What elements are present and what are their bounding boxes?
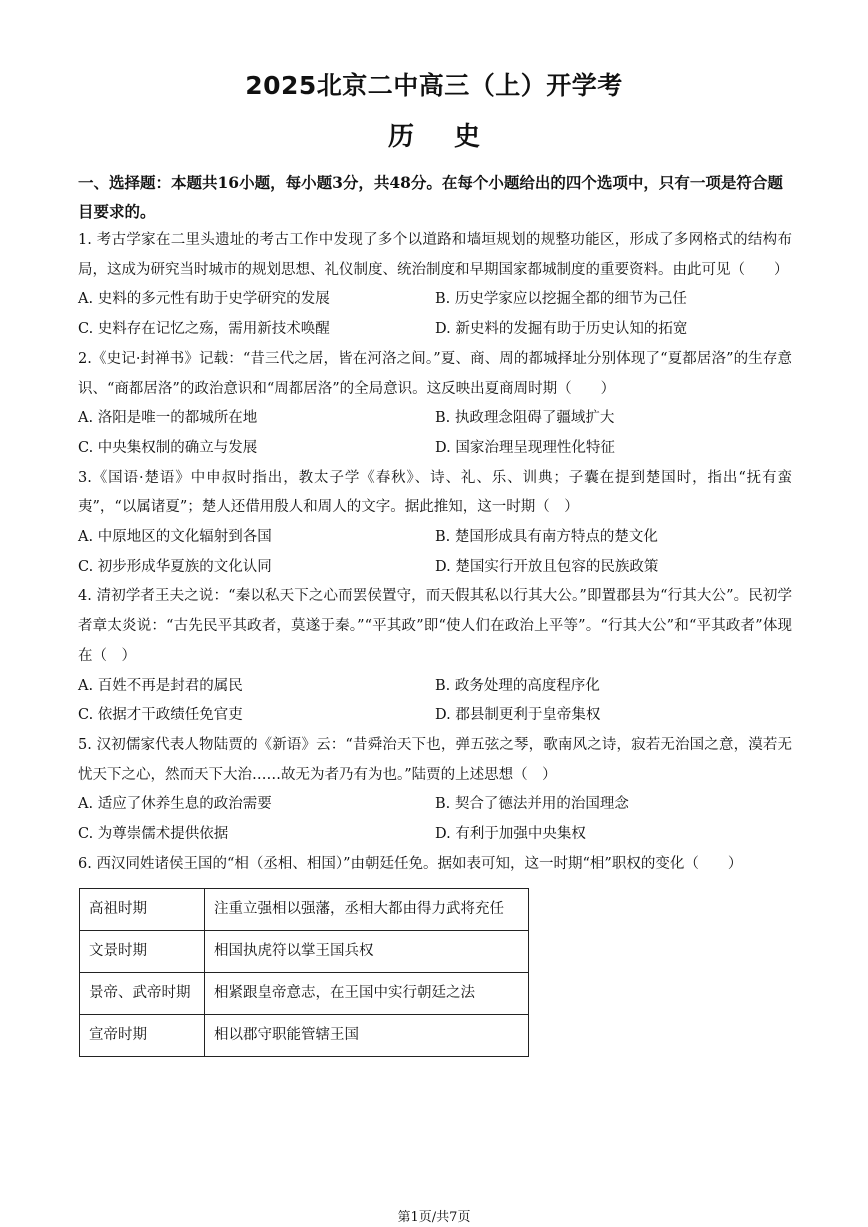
option-c[interactable]: C. 中央集权制的确立与发展 xyxy=(78,439,258,456)
question-stem: 3.《国语·楚语》中申叔时指出，教太子学《春秋》、诗、礼、乐、训典；子囊在提到楚国时，指出“抚有蛮夷”，“以属诸夏”；楚人还借用殷人和周人的文字。据此推知，这一时期（ ） xyxy=(78,469,792,516)
question-6 xyxy=(78,850,792,1058)
option-b[interactable]: B. 契合了德法并用的治国理念 xyxy=(435,796,629,813)
table-cell-description: 相国执虎符以掌王国兵权 xyxy=(205,931,529,973)
option-c[interactable]: C. 初步形成华夏族的文化认同 xyxy=(78,558,272,575)
table-cell-period: 高祖时期 xyxy=(80,889,205,931)
table-cell-period: 宣帝时期 xyxy=(80,1015,205,1057)
option-a[interactable]: A. 百姓不再是封君的属民 xyxy=(78,677,243,694)
option-a[interactable]: A. 洛阳是唯一的都城所在地 xyxy=(78,410,258,427)
official-duties-table xyxy=(79,888,529,1057)
table-cell-description: 注重立强相以强藩，丞相大都由得力武将充任 xyxy=(205,889,529,931)
option-grid xyxy=(78,285,792,344)
question-1 xyxy=(78,226,792,345)
question-stem: 1. 考古学家在二里头遗址的考古工作中发现了多个以道路和墙垣规划的规整功能区，形成了多网格式的结构布局，这成为研究当时城市的规划思想、礼仪制度、统治制度和早期国家都城制度的重要资料。由此可见（ ） xyxy=(78,232,792,278)
option-d[interactable]: D. 郡县制更利于皇帝集权 xyxy=(435,707,601,724)
table-row xyxy=(80,889,529,931)
option-c[interactable]: C. 依据才干政绩任免官吏 xyxy=(78,707,243,724)
question-2 xyxy=(78,345,792,464)
option-grid xyxy=(78,404,792,463)
question-5 xyxy=(78,731,792,850)
section-heading: 一、选择题：本题共16小题，每小题3分，共48分。在每个小题给出的四个选项中，只有一项是符合题目要求的。 xyxy=(78,173,783,221)
option-a[interactable]: A. 中原地区的文化辐射到各国 xyxy=(78,529,272,546)
question-stem: 6. 西汉同姓诸侯王国的“相（丞相、相国）”由朝廷任免。据如表可知，这一时期“相”职权的变化（ ） xyxy=(78,855,743,872)
question-3 xyxy=(78,464,792,583)
question-4 xyxy=(78,582,792,731)
table-cell-description: 相紧跟皇帝意志，在王国中实行朝廷之法 xyxy=(205,973,529,1015)
option-d[interactable]: D. 楚国实行开放且包容的民族政策 xyxy=(435,558,659,575)
option-c[interactable]: C. 为尊崇儒术提供依据 xyxy=(78,826,229,843)
option-c[interactable]: C. 史料存在记忆之殇，需用新技术唤醒 xyxy=(78,321,330,338)
option-grid xyxy=(78,523,792,582)
table-cell-period: 景帝、武帝时期 xyxy=(80,973,205,1015)
option-d[interactable]: D. 新史料的发掘有助于历史认知的拓宽 xyxy=(435,321,688,338)
option-a[interactable]: A. 史料的多元性有助于史学研究的发展 xyxy=(78,291,330,308)
table-cell-period: 文景时期 xyxy=(80,931,205,973)
option-a[interactable]: A. 适应了休养生息的政治需要 xyxy=(78,796,272,813)
table-cell-description: 相以郡守职能管辖王国 xyxy=(205,1015,529,1057)
question-stem: 4. 清初学者王夫之说：“秦以私天下之心而罢侯置守，而天假其私以行其大公。”即置郡县为“行其大公”。民初学者章太炎说：“古先民平其政者，莫遂于秦。”“平其政”即“使人们在政治上平等”。“行其大公”和“平其政者”体现在（ ） xyxy=(78,588,792,664)
option-d[interactable]: D. 国家治理呈现理性化特征 xyxy=(435,439,615,456)
option-b[interactable]: B. 历史学家应以挖掘全都的细节为己任 xyxy=(435,291,687,308)
option-b[interactable]: B. 楚国形成具有南方特点的楚文化 xyxy=(435,529,658,546)
exam-title: 2025北京二中高三（上）开学考 xyxy=(245,71,623,100)
option-b[interactable]: B. 政务处理的高度程序化 xyxy=(435,677,600,694)
question-list xyxy=(78,226,792,1057)
question-stem: 2.《史记·封禅书》记载：“昔三代之居，皆在河洛之间。”夏、商、周的都城择址分别体现了“夏都居洛”的生存意识、“商都居洛”的政治意识和“周都居洛”的全局意识。这反映出夏商周时期（ ） xyxy=(78,350,792,397)
subject-title: 历史 xyxy=(387,122,520,152)
table-row xyxy=(80,973,529,1015)
question-stem: 5. 汉初儒家代表人物陆贾的《新语》云：“昔舜治天下也，弹五弦之琴，歌南风之诗，寂若无治国之意，漠若无忧天下之心，然而天下大治……故无为者乃有为也。”陆贾的上述思想（ ） xyxy=(78,736,792,783)
option-grid xyxy=(78,790,792,849)
table-row xyxy=(80,1015,529,1057)
page-number: 第1页/共7页 xyxy=(397,1210,471,1225)
table-row xyxy=(80,931,529,973)
option-grid xyxy=(78,672,792,731)
option-d[interactable]: D. 有利于加强中央集权 xyxy=(435,826,586,843)
option-b[interactable]: B. 执政理念阻碍了疆域扩大 xyxy=(435,410,615,427)
